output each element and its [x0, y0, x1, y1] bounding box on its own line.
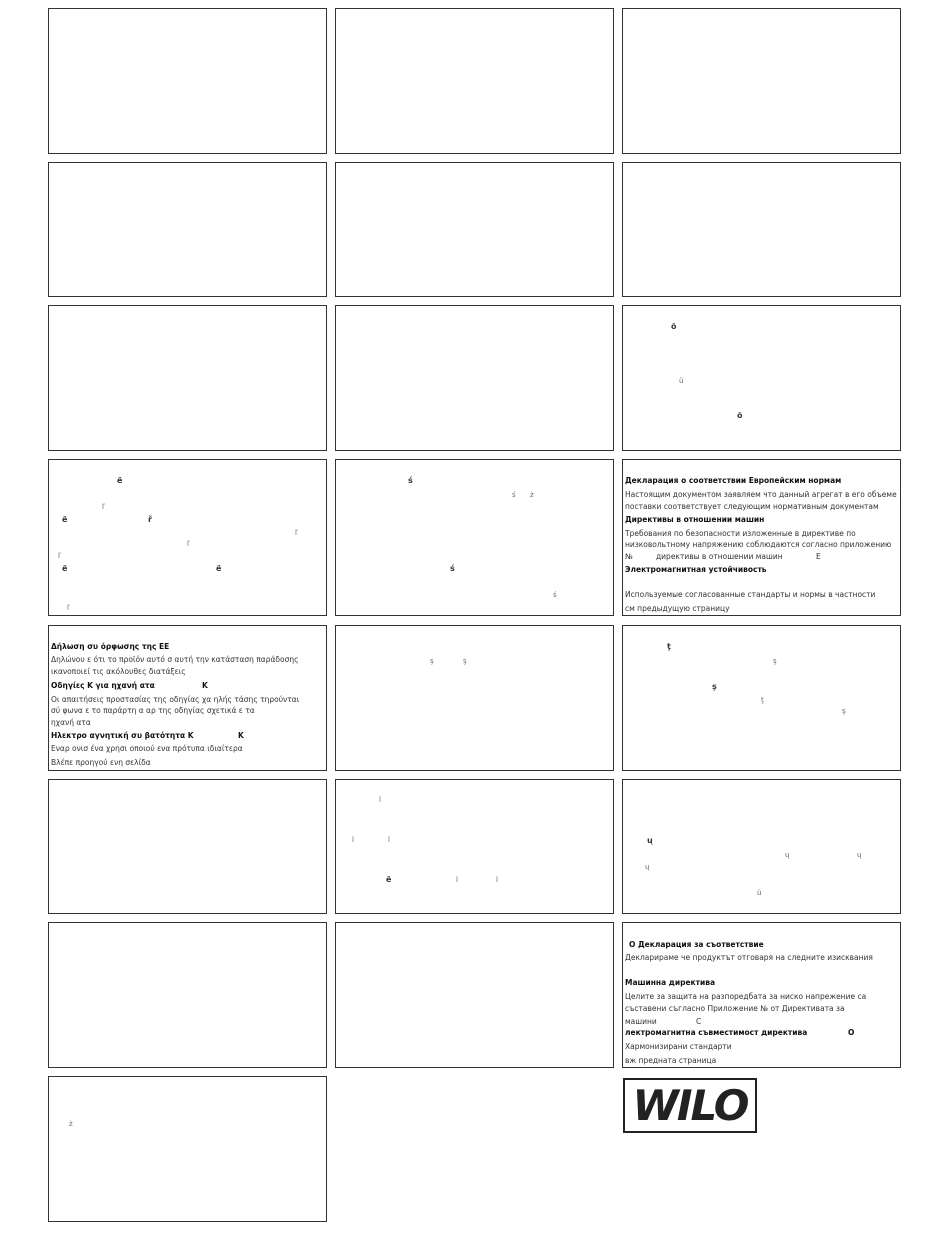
glyph: ş [842, 707, 846, 715]
glyph: ś [450, 564, 455, 573]
declaration-box-r6c1 [48, 779, 327, 914]
wilo-logo-text: WILO [632, 1080, 748, 1130]
margin-tick [48, 1145, 49, 1179]
glyph: ş [712, 682, 717, 691]
el-directives-k: Κ [202, 681, 208, 690]
glyph: ë [62, 564, 68, 573]
glyph: ś [553, 591, 557, 599]
el-emc-k: Κ [238, 731, 244, 740]
el-see-previous: Βλέπε προηγού ενη σελίδα [51, 758, 151, 767]
glyph: ş [430, 657, 434, 665]
glyph: ų [645, 863, 650, 871]
glyph: ş [463, 657, 467, 665]
bg-req1: Целите за защита на разпоредбата за ниско напрежение са [625, 992, 867, 1001]
glyph: õ [671, 322, 677, 331]
declaration-box-r4c3-ru [622, 459, 901, 616]
glyph: ĭ [496, 876, 498, 884]
glyph: ĭ [388, 836, 390, 844]
bg-line1: Декларираме че продуктът отговаря на следните изисквания [625, 953, 873, 962]
bg-title: О Декларация за съответствие [629, 940, 764, 949]
declaration-box-r7c1 [48, 922, 327, 1068]
ru-req3b: директивы в отношении машин [656, 552, 783, 561]
el-directives: Οδηγίες Κ για ηχανή ατα [51, 681, 155, 690]
margin-tick [335, 563, 336, 589]
glyph: ų [785, 851, 790, 859]
ru-see-previous: см предыдущую страницу [625, 604, 730, 613]
declaration-box-r2c1 [48, 162, 327, 297]
ru-title: Декларация о соответствии Европейским нормам [625, 476, 842, 485]
declaration-box-r4c1 [48, 459, 327, 616]
glyph: ż [530, 491, 534, 499]
ru-directives: Директивы в отношении машин [625, 515, 765, 524]
glyph: ų [647, 836, 653, 845]
wilo-logo [623, 1078, 757, 1133]
declaration-box-r4c2 [335, 459, 614, 616]
ru-req3a: № [625, 552, 633, 561]
ru-req2: низковольтному напряжению соблюдаются согласно приложению [625, 540, 892, 549]
bg-emc-o: О [848, 1028, 855, 1037]
margin-tick [326, 1145, 327, 1179]
declaration-box-r5c2 [335, 625, 614, 771]
bg-see-previous: вж предната страница [625, 1056, 717, 1065]
el-title: Δήλωση συ όρφωσης της ΕΕ [51, 642, 170, 651]
declaration-box-r1c2 [335, 8, 614, 154]
bg-req3b: С [696, 1017, 702, 1026]
declaration-box-r1c3 [622, 8, 901, 154]
declaration-box-r8c1 [48, 1076, 327, 1222]
glyph: ś [512, 491, 516, 499]
bg-req2: съставени съгласно Приложение № от Директивата за [625, 1004, 845, 1013]
declaration-box-r6c3 [622, 779, 901, 914]
ru-emc: Электромагнитная устойчивость [625, 565, 767, 574]
glyph: ë [117, 476, 123, 485]
glyph: ľ [187, 540, 190, 548]
declaration-box-r2c3 [622, 162, 901, 297]
glyph: ü [679, 377, 684, 385]
bg-emc: лектромагнитна съвместимост директива [625, 1028, 808, 1037]
margin-tick [48, 563, 49, 589]
glyph: ë [62, 515, 68, 524]
declaration-box-r5c3 [622, 625, 901, 771]
glyph: ś [408, 476, 413, 485]
el-standards: Εναρ ονισ ένα χρησι οποιού ενα πρότυπα ιδιαίτερα [51, 744, 243, 753]
glyph: ľ [58, 552, 61, 560]
glyph: ş [773, 657, 777, 665]
el-line2: ικανοποιεί τις ακόλουθες διατάξεις [51, 667, 186, 676]
ru-req3c: Е [816, 552, 821, 561]
el-req1: Οι απαιτήσεις προστασίας της οδηγίας χα ηλής τάσης τηρούνται [51, 695, 300, 704]
ru-line1: Настоящим документом заявляем что данный агрегат в его объеме [625, 490, 897, 499]
bg-req3a: машини [625, 1017, 657, 1026]
bg-standards: Хармонизирани стандарти [625, 1042, 732, 1051]
glyph: ż [69, 1120, 73, 1128]
ru-line2: поставки соответствует следующим нормативным документам [625, 502, 879, 511]
glyph: ľ [67, 604, 70, 612]
declaration-box-r3c3 [622, 305, 901, 451]
el-line1: Δηλώνου ε ότι το προϊόν αυτό σ αυτή την κατάσταση παράδοσης [51, 655, 299, 664]
declaration-box-r1c1 [48, 8, 327, 154]
glyph: ë [386, 875, 392, 884]
declaration-box-r2c2 [335, 162, 614, 297]
ru-standards: Используемые согласованные стандарты и нормы в частности [625, 590, 876, 599]
el-req2: σύ φωνα ε το παράρτη α αρ της οδηγίας σχετικά ε τα [51, 706, 255, 715]
declaration-box-r5c1-el [48, 625, 327, 771]
el-emc: Ηλεκτρο αγνητική συ βατότητα Κ [51, 731, 194, 740]
glyph: ţ [761, 696, 764, 704]
declaration-box-r3c1 [48, 305, 327, 451]
glyph: ü [757, 889, 762, 897]
declaration-box-r7c3-bg [622, 922, 901, 1068]
glyph: ĭ [352, 836, 354, 844]
glyph: ţ [667, 642, 671, 651]
bg-directives: Машинна директива [625, 978, 716, 987]
declaration-box-r6c2 [335, 779, 614, 914]
glyph: ĭ [379, 796, 381, 804]
declaration-box-r3c2 [335, 305, 614, 451]
ru-req1: Требования по безопасности изложенные в директиве по [625, 529, 856, 538]
glyph: ų [857, 851, 862, 859]
glyph: ĭ [456, 876, 458, 884]
declaration-box-r7c2 [335, 922, 614, 1068]
el-req3: ηχανή ατα [51, 718, 91, 727]
glyph: ľ [295, 529, 298, 537]
glyph: ř [148, 515, 152, 524]
glyph: ľ [102, 503, 105, 511]
glyph: õ [737, 411, 743, 420]
glyph: ë [216, 564, 222, 573]
